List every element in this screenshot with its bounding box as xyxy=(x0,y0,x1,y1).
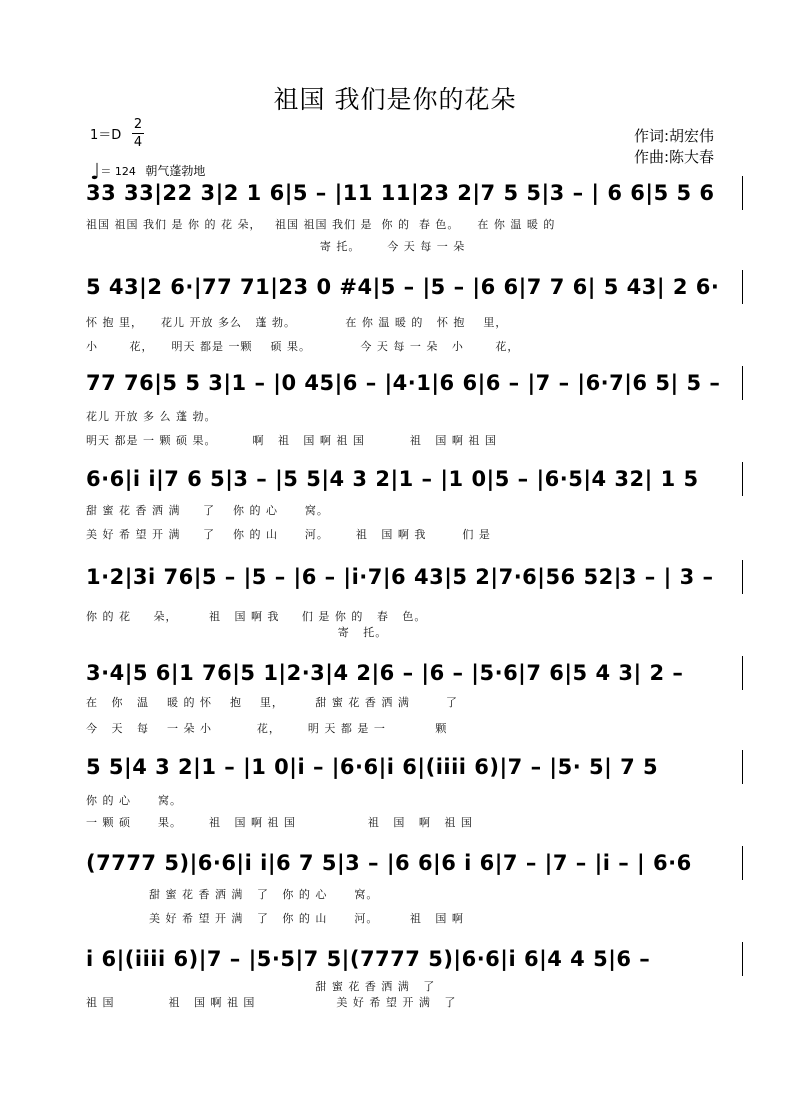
score-system-5 xyxy=(0,560,790,650)
quarter-note-icon: ♩ xyxy=(90,160,101,185)
score-system-6 xyxy=(0,656,790,746)
notation-line: 77 76|5 5 3|1 – |0 45|6 – |4·1|6 6|6 – |7 – |6·7|6 5| 5 – xyxy=(86,366,743,400)
score-system-3 xyxy=(0,366,790,456)
score-system-1 xyxy=(0,176,790,266)
time-signature-bottom: 4 xyxy=(133,135,143,150)
time-signature-top: 2 xyxy=(133,117,143,132)
lyrics-verse-2: 今 天 每 一 朵 小 花， 明 天 都 是 一 颗 xyxy=(86,722,448,735)
notation-line: i 6|(iiii 6)|7 – |5·5|7 5|(7777 5)|6·6|i 6|4 4 5|6 – xyxy=(86,942,743,976)
score-system-8 xyxy=(0,846,790,936)
lyrics-verse-1: 甜 蜜 花 香 洒 满 了 你 的 心 窝。 xyxy=(86,504,329,517)
lyrics-verse-2: 美 好 希 望 开 满 了 你 的 山 河。 祖 国 啊 xyxy=(86,912,464,925)
composer-credit: 作曲:陈大春 xyxy=(634,148,715,166)
tempo-expression: 朝气蓬勃地 xyxy=(145,164,206,178)
song-title: 祖国 我们是你的花朵 xyxy=(273,85,517,114)
tempo-marking: ♩＝ 124 朝气蓬勃地 xyxy=(90,160,206,185)
lyrics-verse-1: 你 的 心 窝。 xyxy=(86,794,182,807)
lyrics-verse-1: 花儿 开放 多 么 蓬 勃。 xyxy=(86,410,217,423)
lyricist-credit: 作词:胡宏伟 xyxy=(634,127,715,145)
score-system-2 xyxy=(0,270,790,360)
lyrics-verse-2: 明天 都是 一 颗 硕 果。 啊 祖 国 啊 祖 国 祖 国 啊 祖 国 xyxy=(86,434,497,447)
score-system-4 xyxy=(0,462,790,552)
lyrics-verse-2: 美 好 希 望 开 满 了 你 的 山 河。 祖 国 啊 我 们 是 xyxy=(86,528,491,541)
credits xyxy=(634,126,714,168)
notation-line: 33 33|22 3|2 1 6|5 – |11 11|23 2|7 5 5|3 – | 6 6|5 5 6 xyxy=(86,176,743,210)
score-system-9 xyxy=(0,942,790,1032)
lyrics-verse-1: 甜 蜜 花 香 洒 满 了 xyxy=(86,980,436,993)
lyrics-verse-1: 甜 蜜 花 香 洒 满 了 你 的 心 窝。 xyxy=(86,888,379,901)
time-signature xyxy=(132,117,144,150)
lyrics-verse-2: 寄 托。 xyxy=(86,626,388,639)
lyrics-verse-1: 在 你 温 暖 的 怀 抱 里， 甜 蜜 花 香 洒 满 了 xyxy=(86,696,458,709)
key-signature: 1＝D xyxy=(90,128,122,143)
lyrics-verse-2: 小 花， 明天 都是 一颗 硕 果。 今 天 每 一 朵 小 花， xyxy=(86,340,520,353)
notation-line: 3·4|5 6|1 76|5 1|2·3|4 2|6 – |6 – |5·6|7 6|5 4 3| 2 – xyxy=(86,656,743,690)
lyrics-verse-1: 祖国 祖国 我们 是 你 的 花 朵， 祖国 祖国 我们 是 你 的 春 色。 在 你 温 暖 的 xyxy=(86,218,556,231)
notation-line: 5 5|4 3 2|1 – |1 0|i – |6·6|i 6|(iiii 6)|7 – |5· 5| 7 5 xyxy=(86,750,743,784)
lyrics-verse-2: 一 颗 硕 果。 祖 国 啊 祖 国 祖 国 啊 祖 国 xyxy=(86,816,473,829)
notation-line: (7777 5)|6·6|i i|6 7 5|3 – |6 6|6 i 6|7 – |7 – |i – | 6·6 xyxy=(86,846,743,880)
lyrics-verse-1: 你 的 花 朵， 祖 国 啊 我 们 是 你 的 春 色。 xyxy=(86,610,427,623)
lyrics-verse-2: 寄 托。 今 天 每 一 朵 xyxy=(86,240,466,253)
tempo-value: 124 xyxy=(114,165,136,178)
notation-line: 1·2|3i 76|5 – |5 – |6 – |i·7|6 43|5 2|7·6|56 52|3 – | 3 – xyxy=(86,560,743,594)
lyrics-verse-1: 怀 抱 里， 花儿 开放 多么 蓬 勃。 在 你 温 暖 的 怀 抱 里， xyxy=(86,316,508,329)
notation-line: 5 43|2 6·|77 71|23 0 #4|5 – |5 – |6 6|7 7 6| 5 43| 2 6· xyxy=(86,270,743,304)
notation-line: 6·6|i i|7 6 5|3 – |5 5|4 3 2|1 – |1 0|5 – |6·5|4 32| 1 5 xyxy=(86,462,743,496)
lyrics-verse-2: 祖 国 祖 国 啊 祖 国 美 好 希 望 开 满 了 xyxy=(86,996,457,1009)
score-system-7 xyxy=(0,750,790,840)
